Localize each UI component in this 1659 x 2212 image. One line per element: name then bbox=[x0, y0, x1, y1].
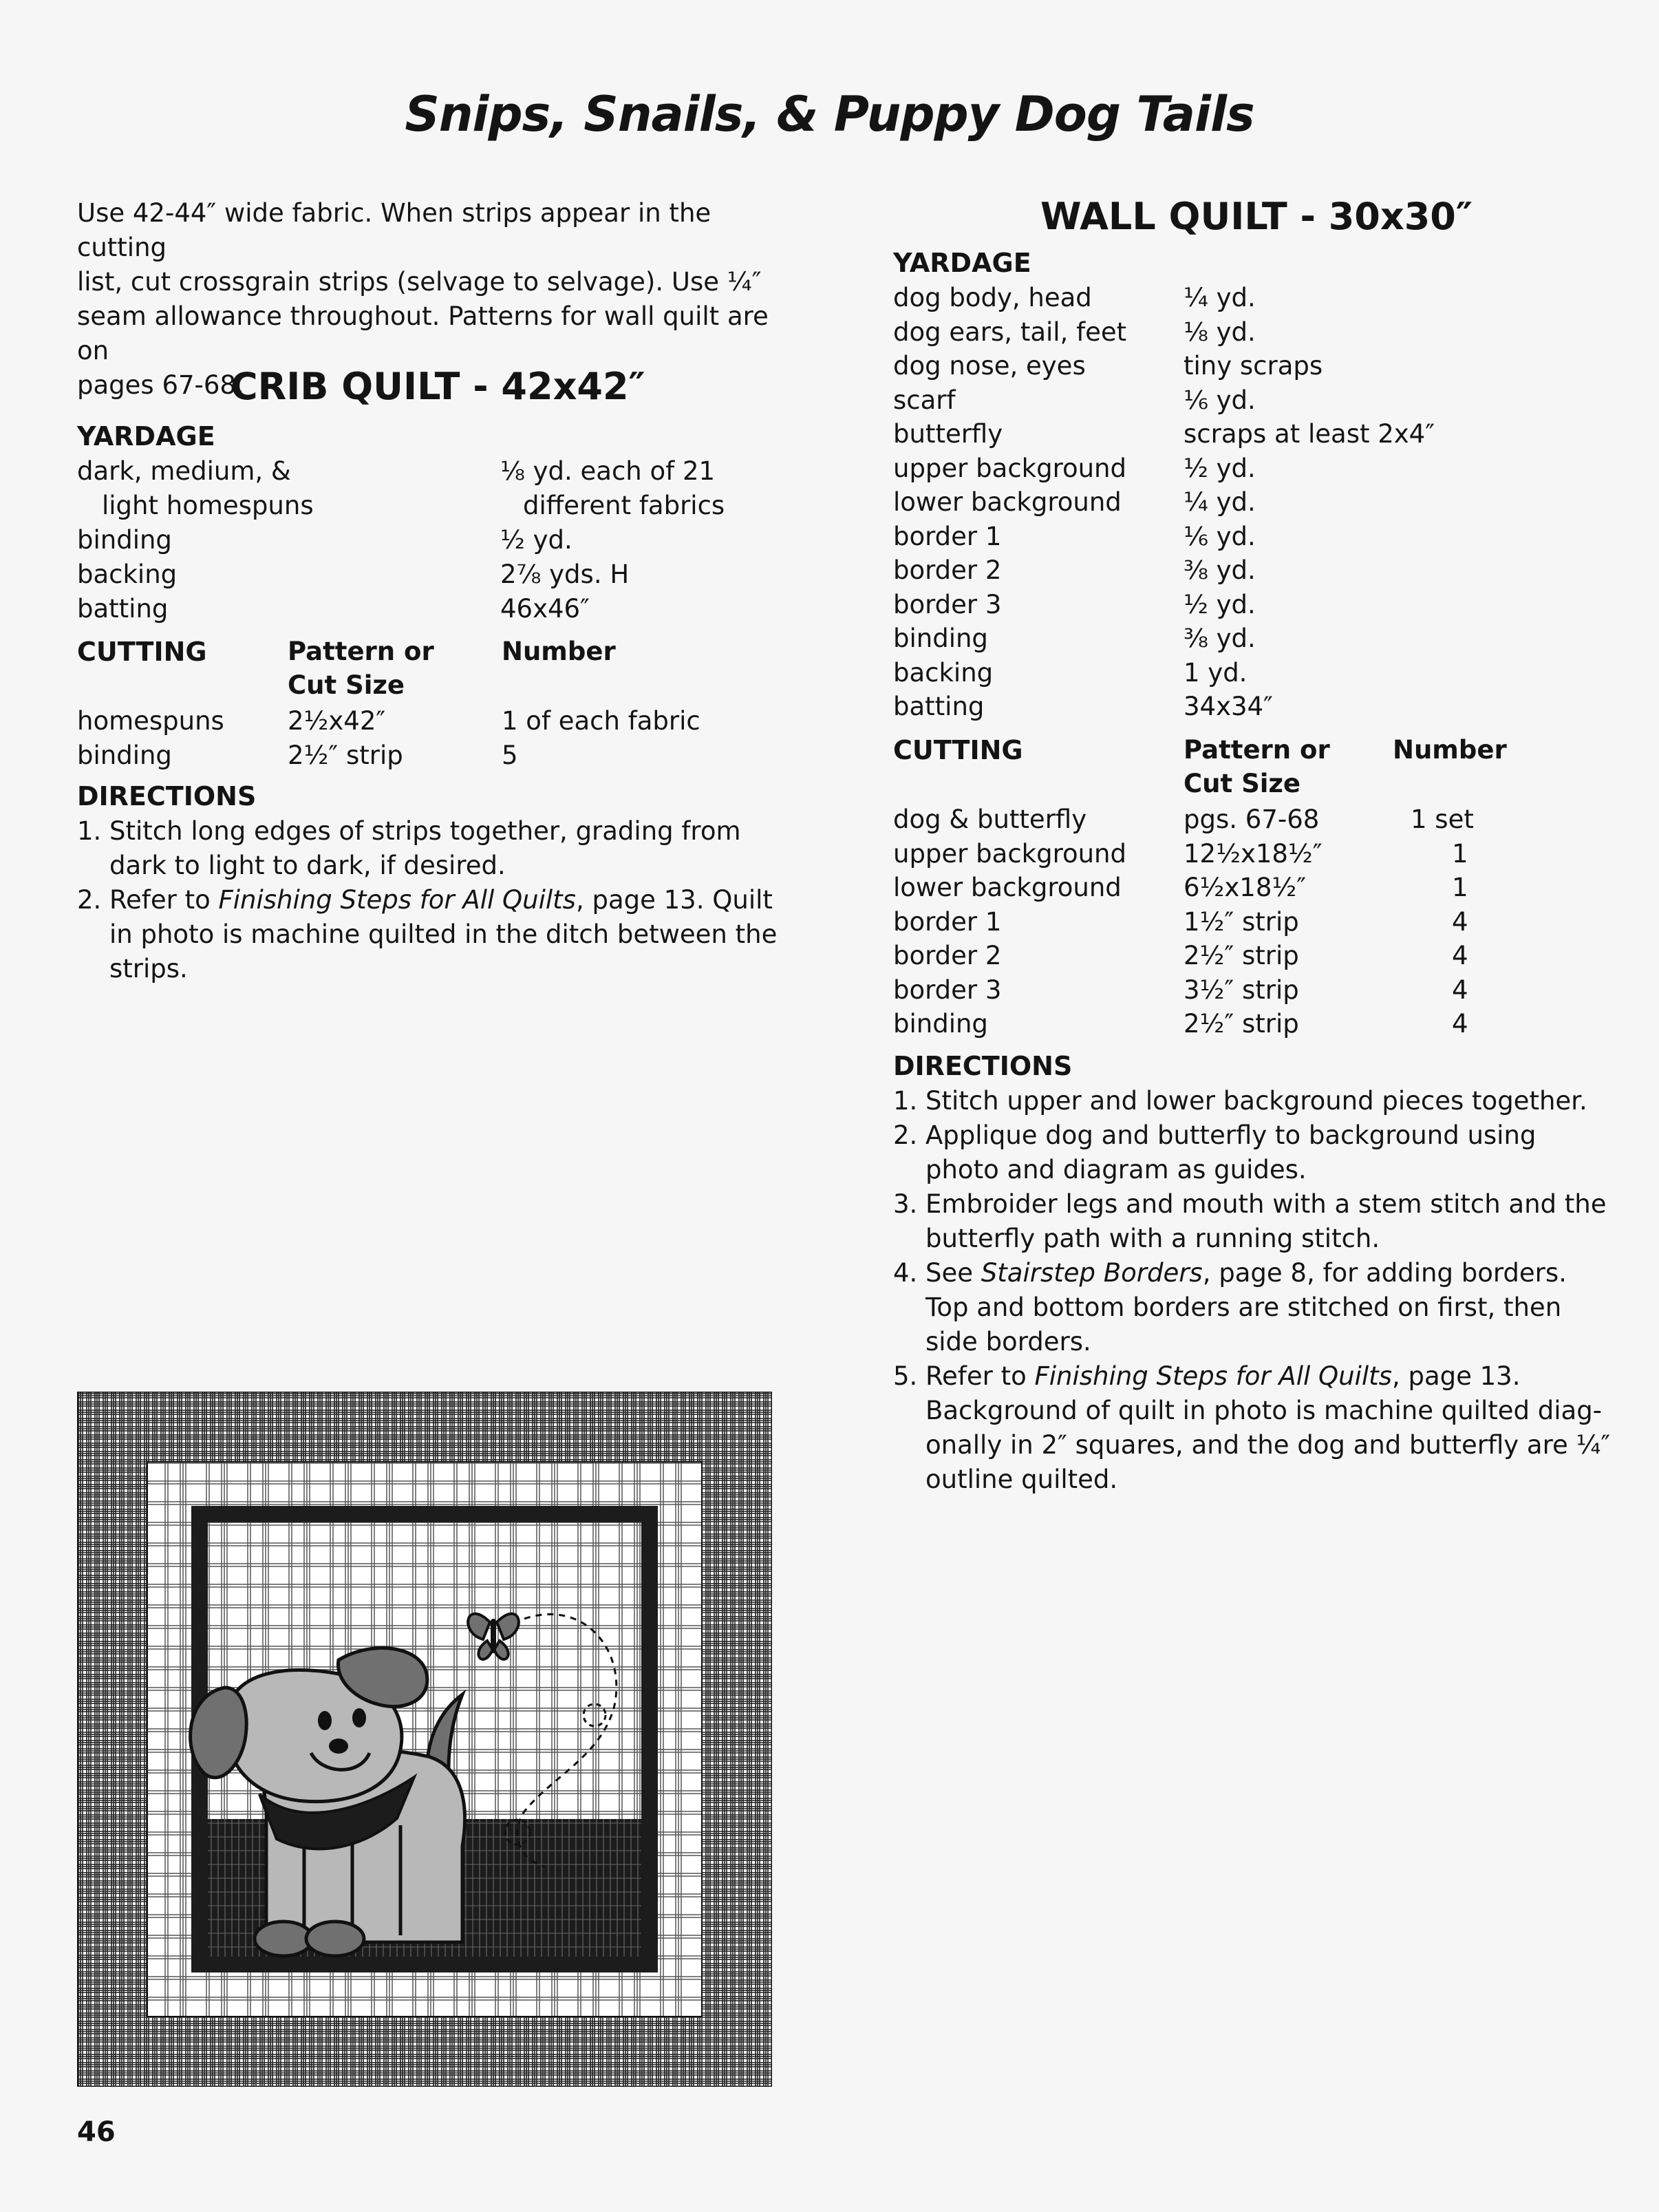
direction-line: Top and bottom borders are stitched on first, then bbox=[925, 1293, 1562, 1322]
wall-yardage-row bbox=[893, 485, 1581, 520]
crib-cutting-col-size-2: Cut Size bbox=[288, 670, 405, 700]
wall-directions-list bbox=[893, 1084, 1623, 1497]
direction-line: onally in 2″ squares, and the dog and butterfly are ¼″ bbox=[925, 1430, 1611, 1460]
wall-yardage-row bbox=[893, 281, 1581, 315]
wall-cutting-row bbox=[893, 802, 1581, 837]
yardage-item: lower background bbox=[893, 487, 1122, 517]
wall-cutting-table bbox=[893, 802, 1581, 1043]
yardage-item: dark, medium, & bbox=[77, 456, 291, 486]
yardage-amount: ½ yd. bbox=[1184, 453, 1256, 483]
direction-line: butterfly path with a running stitch. bbox=[925, 1224, 1380, 1253]
cutting-item: binding bbox=[77, 741, 172, 770]
crib-cutting-col-number: Number bbox=[502, 637, 616, 666]
yardage-amount: 2⅞ yds. H bbox=[500, 560, 630, 589]
book-reference: Finishing Steps for All Quilts bbox=[1034, 1361, 1392, 1391]
cutting-item: lower background bbox=[893, 873, 1122, 902]
wall-cutting-row bbox=[893, 1007, 1581, 1041]
book-reference: Stairstep Borders bbox=[981, 1258, 1203, 1288]
yardage-amount: ⅛ yd. bbox=[1184, 317, 1256, 347]
cutting-number: 5 bbox=[502, 741, 518, 770]
cutting-item: border 2 bbox=[893, 941, 1002, 970]
yardage-amount: ¼ yd. bbox=[1184, 283, 1256, 312]
yardage-amount: 1 yd. bbox=[1184, 657, 1248, 688]
direction-text: See bbox=[925, 1258, 981, 1288]
crib-cutting-heading: CUTTING bbox=[77, 637, 207, 667]
wall-cutting-row bbox=[893, 837, 1581, 871]
wall-cutting-row bbox=[893, 871, 1581, 905]
wall-yardage-row bbox=[893, 417, 1581, 451]
direction-line: Embroider legs and mouth with a stem stitch and the bbox=[925, 1189, 1607, 1219]
dog-eye bbox=[318, 1711, 332, 1730]
cutting-number: 1 bbox=[1452, 838, 1468, 869]
cutting-size: 2½″ strip bbox=[288, 741, 403, 770]
yardage-item: border 3 bbox=[893, 589, 1002, 619]
direction-item bbox=[893, 1084, 1623, 1118]
book-reference: Finishing Steps for All Quilts bbox=[218, 885, 576, 915]
crib-yardage-row bbox=[77, 592, 765, 626]
wall-yardage-row bbox=[893, 588, 1581, 622]
wall-yardage-row bbox=[893, 656, 1581, 690]
crib-quilt-heading: CRIB QUILT - 42x42″ bbox=[231, 365, 645, 408]
direction-text: , page 13. Quilt bbox=[575, 885, 773, 915]
direction-line: strips. bbox=[109, 954, 188, 983]
direction-line: Stitch upper and lower background pieces together. bbox=[925, 1086, 1587, 1116]
cutting-item: upper background bbox=[893, 838, 1126, 869]
direction-item bbox=[893, 1187, 1623, 1256]
crib-yardage-heading: YARDAGE bbox=[77, 421, 215, 451]
cutting-item: dog & butterfly bbox=[893, 805, 1087, 834]
wall-yardage-row bbox=[893, 315, 1581, 350]
wall-cutting-row bbox=[893, 905, 1581, 939]
yardage-amount: ½ yd. bbox=[1184, 589, 1256, 619]
wall-yardage-row bbox=[893, 520, 1581, 554]
crib-cutting-table bbox=[77, 704, 765, 773]
direction-item bbox=[77, 883, 779, 986]
direction-text: , page 8, for adding borders. bbox=[1202, 1258, 1567, 1288]
cutting-number: 4 bbox=[1452, 906, 1468, 937]
direction-number: 1. bbox=[77, 816, 102, 846]
wall-yardage-table bbox=[893, 281, 1581, 728]
wall-cutting-col-size: Pattern or bbox=[1184, 735, 1330, 765]
yardage-item: batting bbox=[893, 692, 985, 721]
cutting-size: 2½″ strip bbox=[1184, 941, 1299, 970]
cutting-number: 1 set bbox=[1411, 805, 1474, 834]
cutting-item: border 1 bbox=[893, 906, 1002, 937]
crib-directions-heading: DIRECTIONS bbox=[77, 781, 257, 811]
direction-line: side borders. bbox=[925, 1327, 1091, 1357]
yardage-item: light homespuns bbox=[102, 491, 314, 520]
direction-line: dark to light to dark, if desired. bbox=[109, 851, 506, 880]
yardage-item: border 2 bbox=[893, 555, 1002, 585]
cutting-number: 1 of each fabric bbox=[502, 706, 700, 736]
direction-line: in photo is machine quilted in the ditch between the bbox=[109, 919, 778, 949]
wall-yardage-row bbox=[893, 383, 1581, 418]
crib-yardage-row bbox=[77, 523, 765, 557]
direction-text: Refer to bbox=[925, 1361, 1035, 1391]
yardage-item: upper background bbox=[893, 453, 1126, 483]
direction-text: Refer to bbox=[109, 885, 219, 915]
direction-line bbox=[925, 1256, 1567, 1290]
yardage-item: dog body, head bbox=[893, 283, 1092, 312]
yardage-amount: ⅜ yd. bbox=[1184, 624, 1256, 653]
cutting-number: 4 bbox=[1452, 941, 1468, 970]
cutting-item: binding bbox=[893, 1009, 988, 1039]
yardage-amount: 34x34″ bbox=[1184, 692, 1273, 721]
wall-yardage-row bbox=[893, 451, 1581, 486]
crib-yardage-table bbox=[77, 454, 765, 633]
cutting-size: 2½″ strip bbox=[1184, 1009, 1299, 1039]
yardage-amount: different fabrics bbox=[523, 491, 725, 520]
direction-number: 3. bbox=[893, 1189, 918, 1219]
yardage-item: scarf bbox=[893, 385, 956, 415]
cutting-item: homespuns bbox=[77, 706, 224, 736]
cutting-size: pgs. 67-68 bbox=[1184, 805, 1320, 834]
direction-number: 1. bbox=[893, 1086, 918, 1116]
cutting-number: 4 bbox=[1452, 1009, 1468, 1039]
direction-item bbox=[893, 1118, 1623, 1187]
crib-cutting-row bbox=[77, 738, 765, 773]
wall-cutting-col-size-2: Cut Size bbox=[1184, 769, 1301, 798]
direction-item bbox=[893, 1256, 1623, 1359]
intro-line: Use 42-44″ wide fabric. When strips appear in the cutting bbox=[77, 198, 711, 262]
cutting-number: 1 bbox=[1452, 873, 1468, 902]
crib-cutting-row bbox=[77, 704, 765, 738]
yardage-item: butterfly bbox=[893, 419, 1003, 449]
direction-number: 4. bbox=[893, 1258, 918, 1288]
wall-yardage-row bbox=[893, 690, 1581, 724]
direction-line bbox=[109, 883, 773, 917]
direction-number: 5. bbox=[893, 1361, 918, 1391]
yardage-item: binding bbox=[893, 624, 988, 653]
crib-directions-list bbox=[77, 814, 779, 993]
cutting-size: 3½″ strip bbox=[1184, 975, 1299, 1005]
cutting-size: 2½x42″ bbox=[288, 706, 386, 736]
cutting-number: 4 bbox=[1452, 975, 1468, 1005]
yardage-amount: ⅙ yd. bbox=[1184, 521, 1256, 551]
crib-yardage-row bbox=[77, 557, 765, 592]
yardage-amount: ⅙ yd. bbox=[1184, 385, 1256, 415]
wall-yardage-heading: YARDAGE bbox=[893, 248, 1031, 278]
yardage-item: border 1 bbox=[893, 521, 1002, 551]
intro-line: list, cut crossgrain strips (selvage to selvage). Use ¼″ bbox=[77, 267, 762, 297]
yardage-amount: ⅜ yd. bbox=[1184, 555, 1256, 585]
yardage-item: backing bbox=[77, 560, 178, 589]
wall-yardage-row bbox=[893, 621, 1581, 656]
cutting-size: 6½x18½″ bbox=[1184, 873, 1307, 902]
direction-text: , page 13. bbox=[1391, 1361, 1521, 1391]
wall-yardage-row bbox=[893, 349, 1581, 383]
wall-directions-heading: DIRECTIONS bbox=[893, 1051, 1073, 1081]
wall-cutting-row bbox=[893, 939, 1581, 973]
wall-quilt-illustration bbox=[77, 1392, 772, 2087]
page-number: 46 bbox=[77, 2116, 116, 2148]
wall-yardage-row bbox=[893, 553, 1581, 588]
yardage-amount: ⅛ yd. each of 21 bbox=[500, 456, 716, 486]
wall-cutting-heading: CUTTING bbox=[893, 735, 1023, 765]
direction-number: 2. bbox=[893, 1120, 918, 1150]
direction-number: 2. bbox=[77, 885, 102, 915]
yardage-amount: 46x46″ bbox=[500, 594, 590, 624]
direction-line: Background of quilt in photo is machine quilted diag- bbox=[925, 1396, 1603, 1425]
cutting-item: border 3 bbox=[893, 975, 1002, 1005]
yardage-item: dog ears, tail, feet bbox=[893, 317, 1127, 347]
direction-line bbox=[925, 1359, 1521, 1394]
yardage-item: backing bbox=[893, 657, 994, 688]
direction-item bbox=[893, 1359, 1623, 1497]
dog-foot bbox=[306, 1922, 364, 1956]
intro-line: pages 67-68. bbox=[77, 370, 244, 400]
page-title: Snips, Snails, & Puppy Dog Tails bbox=[405, 86, 1254, 142]
yardage-item: batting bbox=[77, 594, 169, 624]
wall-quilt-heading: WALL QUILT - 30x30″ bbox=[1040, 195, 1473, 238]
yardage-item: binding bbox=[77, 525, 172, 555]
dog-nose bbox=[329, 1738, 348, 1754]
direction-line: outline quilted. bbox=[925, 1465, 1118, 1494]
wall-cutting-row bbox=[893, 973, 1581, 1008]
yardage-amount: scraps at least 2x4″ bbox=[1184, 419, 1435, 449]
direction-item bbox=[77, 814, 779, 883]
crib-yardage-row bbox=[77, 489, 765, 523]
cutting-size: 12½x18½″ bbox=[1184, 838, 1323, 869]
direction-line: photo and diagram as guides. bbox=[925, 1155, 1307, 1184]
yardage-amount: ¼ yd. bbox=[1184, 487, 1256, 517]
direction-line: Applique dog and butterfly to background using bbox=[925, 1120, 1537, 1150]
dog-eye bbox=[352, 1708, 366, 1727]
wall-cutting-col-number: Number bbox=[1393, 735, 1507, 765]
dog-foot bbox=[255, 1922, 312, 1956]
cutting-size: 1½″ strip bbox=[1184, 906, 1299, 937]
yardage-item: dog nose, eyes bbox=[893, 351, 1086, 381]
crib-yardage-row bbox=[77, 454, 765, 489]
direction-line: Stitch long edges of strips together, grading from bbox=[109, 816, 741, 846]
crib-cutting-col-size: Pattern or bbox=[288, 637, 434, 666]
yardage-amount: ½ yd. bbox=[500, 525, 572, 555]
yardage-amount: tiny scraps bbox=[1184, 351, 1323, 381]
intro-line: seam allowance throughout. Patterns for wall quilt are on bbox=[77, 301, 769, 365]
